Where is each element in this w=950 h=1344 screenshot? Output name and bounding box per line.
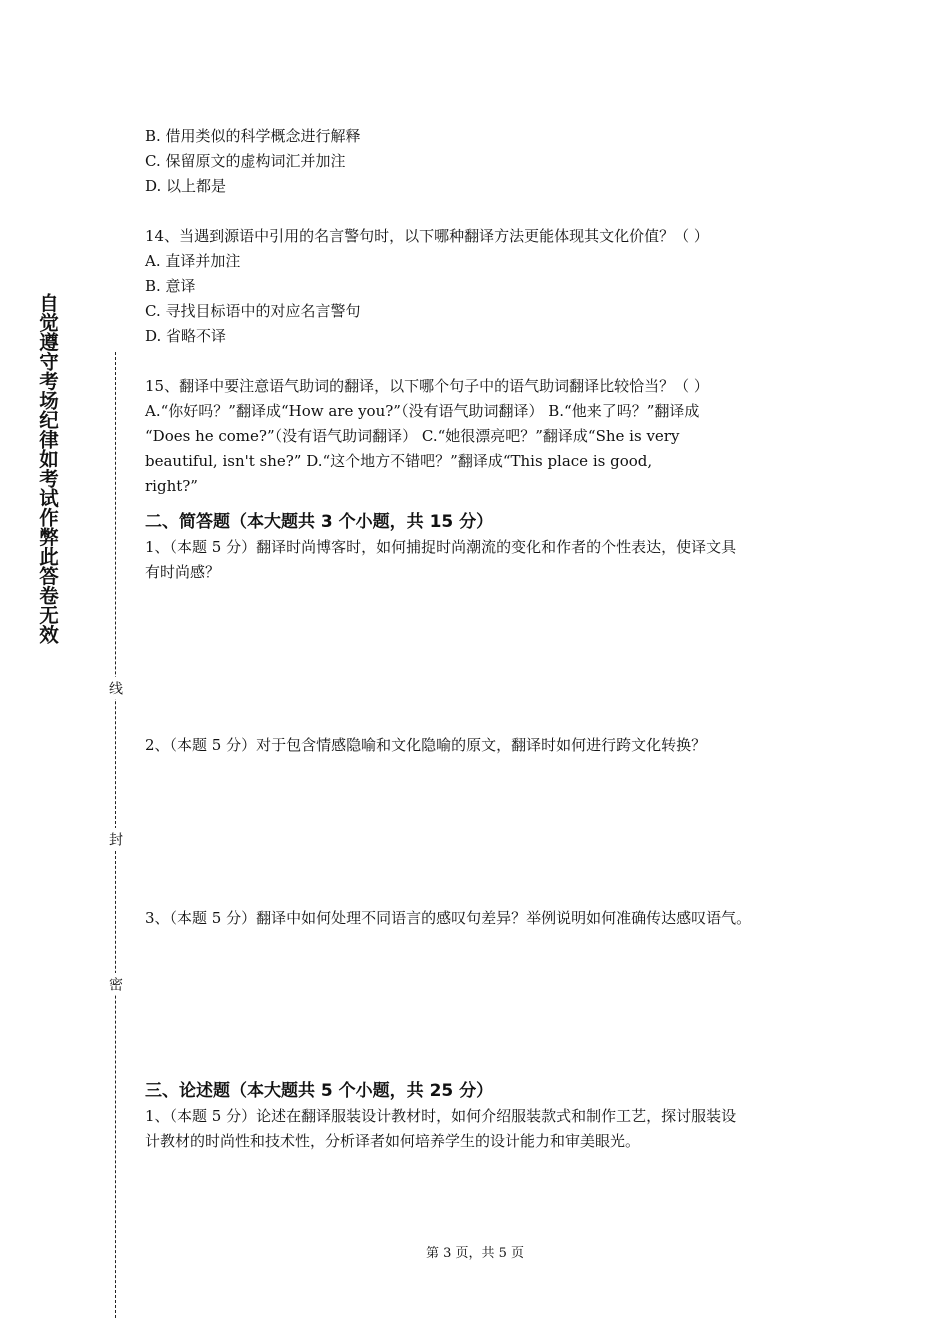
option-a: A. 直译并加注	[145, 252, 241, 270]
option-c: C. 寻找目标语中的对应名言警句	[145, 302, 361, 320]
short-answer-1	[145, 535, 815, 585]
question-body-line: A.“你好吗？”翻译成“How are you?”（没有语气助词翻译） B.“他来了吗？”翻译成	[145, 402, 700, 420]
question-line: 1、（本题 5 分）论述在翻译服装设计教材时，如何介绍服装款式和制作工艺，探讨服装设	[145, 1107, 737, 1125]
seal-label-mi: 密	[106, 973, 126, 995]
short-answer-3: 3、（本题 5 分）翻译中如何处理不同语言的感叹句差异？举例说明如何准确传达感叹语气。	[145, 909, 752, 927]
section-3-heading: 三、论述题（本大题共 5 个小题，共 25 分）	[145, 1081, 494, 1101]
answer-space	[145, 585, 815, 733]
question-line: 计教材的时尚性和技术性，分析译者如何培养学生的设计能力和审美眼光。	[145, 1132, 641, 1150]
question-stem: 15、翻译中要注意语气助词的翻译，以下哪个句子中的语气助词翻译比较恰当？（ ）	[145, 377, 709, 395]
option-b: B. 借用类似的科学概念进行解释	[145, 127, 361, 145]
option-d: D. 省略不译	[145, 327, 227, 345]
question-body-line: right?”	[145, 477, 198, 495]
question-line: 1、（本题 5 分）翻译时尚博客时，如何捕捉时尚潮流的变化和作者的个性表达，使译文具	[145, 538, 737, 556]
question-13-options	[145, 124, 815, 199]
option-c: C. 保留原文的虚构词汇并加注	[145, 152, 346, 170]
page-number-footer: 第 3 页，共 5 页	[425, 1246, 525, 1261]
question-stem: 14、当遇到源语中引用的名言警句时，以下哪种翻译方法更能体现其文化价值？（ ）	[145, 227, 709, 245]
option-d: D. 以上都是	[145, 177, 227, 195]
question-body-line: “Does he come?”（没有语气助词翻译） C.“她很漂亮吧？”翻译成“She is very	[145, 427, 680, 445]
section-2-heading: 二、简答题（本大题共 3 个小题，共 15 分）	[145, 512, 494, 532]
exam-discipline-warning: 自觉遵守考场纪律如考试作弊此答卷无效	[36, 293, 59, 644]
question-15	[145, 374, 815, 499]
seal-label-xian: 线	[106, 677, 126, 699]
option-b: B. 意译	[145, 277, 196, 295]
question-14	[145, 224, 815, 349]
question-line: 有时尚感？	[145, 563, 221, 581]
short-answer-2: 2、（本题 5 分）对于包含情感隐喻和文化隐喻的原文，翻译时如何进行跨文化转换？	[145, 736, 707, 754]
answer-space	[145, 931, 815, 1079]
question-body-line: beautiful, isn't she?” D.“这个地方不错吧？”翻译成“This place is good,	[145, 452, 653, 470]
seal-label-feng: 封	[106, 828, 126, 850]
essay-question-1	[145, 1104, 815, 1154]
answer-space	[145, 758, 815, 906]
exam-content	[145, 124, 815, 1154]
